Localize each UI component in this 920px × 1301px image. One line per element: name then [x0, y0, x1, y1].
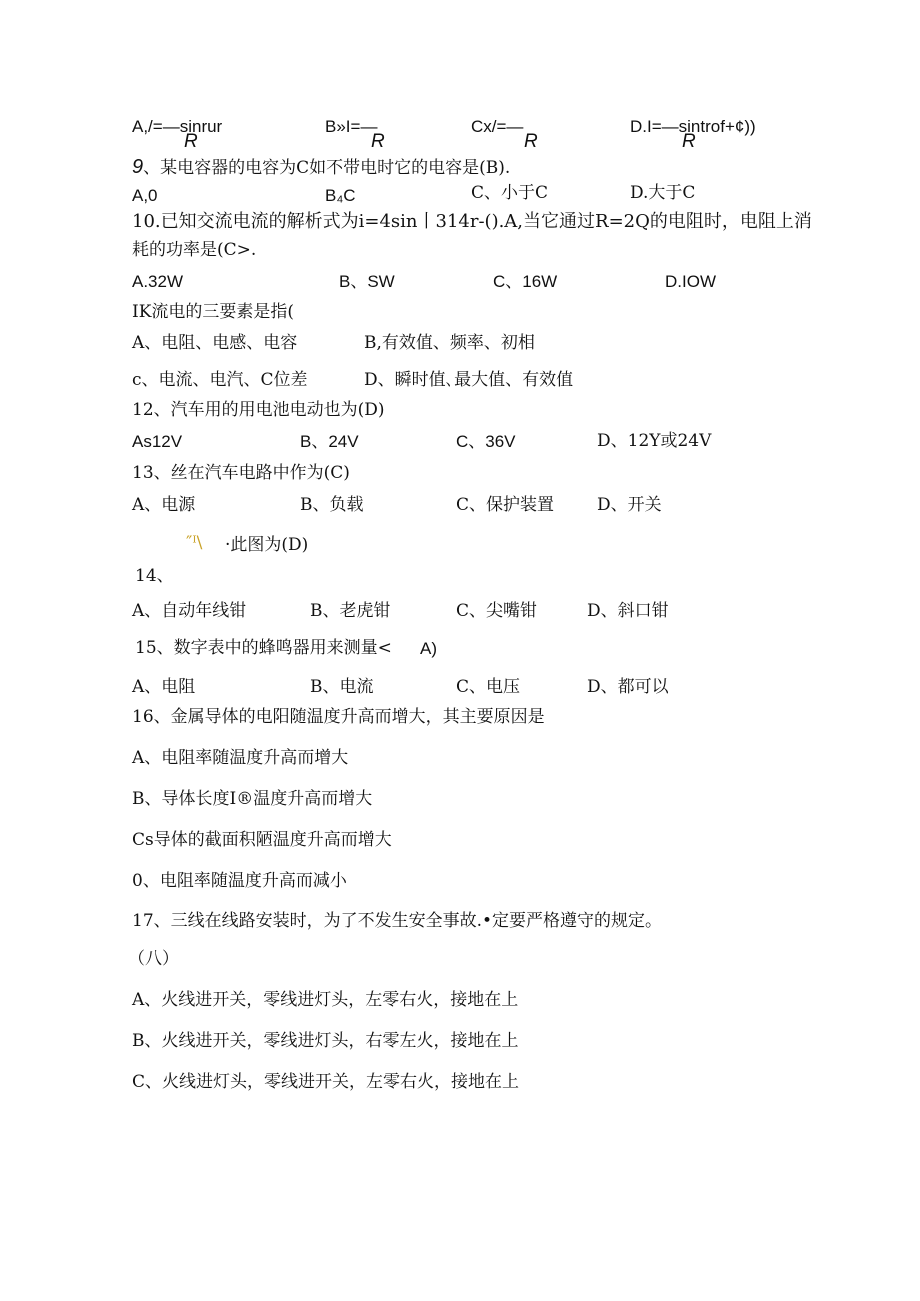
- q11-option-a: A、电阻、电感、电容: [132, 333, 298, 353]
- q8-option-d: D.I=—sintrof+¢)): [630, 117, 756, 136]
- q9-option-d: D.大于C: [630, 183, 696, 203]
- q15-answer: A): [420, 639, 437, 658]
- q16-stem: 16、金属导体的电阳随温度升高而增大，其主要原因是: [132, 707, 545, 727]
- q14-stem: ·此图为(D): [225, 535, 309, 555]
- q10-option-c: C、16W: [493, 272, 558, 291]
- q12-option-b: B、24V: [300, 432, 359, 451]
- q13-option-d: D、开关: [597, 495, 662, 515]
- q8-option-d-denominator: R: [682, 131, 696, 152]
- q11-stem: IK流电的三要素是指(: [132, 302, 295, 322]
- q12-option-d: D、12Y或24V: [597, 431, 712, 451]
- q14-option-d: D、斜口钳: [587, 601, 669, 621]
- q9-text: 、某电容器的电容为C如不带电时它的电容是(B).: [143, 158, 511, 178]
- q8-option-a: A,/=—sinrur: [132, 117, 223, 136]
- q15-option-a: A、电阻: [132, 677, 196, 697]
- q13-option-c: C、保护装置: [456, 495, 555, 515]
- q10-stem-line2: 耗的功率是(C>.: [132, 240, 257, 260]
- q11-option-b: B,有效值、频率、初相: [364, 333, 535, 353]
- q14-option-c: C、尖嘴钳: [456, 601, 538, 621]
- q13-option-a: A、电源: [132, 495, 196, 515]
- q15-stem: 15、数字表中的蜂鸣器用来测量<: [135, 638, 392, 658]
- q17-option-c: C、火线进灯头，零线进开关，左零右火，接地在上: [132, 1072, 520, 1092]
- q9-option-c: C、小于C: [471, 183, 549, 203]
- q17-option-b: B、火线进开关，零线进灯头，右零左火，接地在上: [132, 1031, 519, 1051]
- q16-option-b: B、导体长度I®温度升高而增大: [132, 789, 373, 809]
- q15-option-b: B、电流: [310, 677, 374, 697]
- q17-stem: 17、三线在线路安装时，为了不发生安全事故.•定要严格遵守的规定。: [132, 911, 663, 931]
- q8-option-c-denominator: R: [524, 131, 538, 152]
- q12-stem: 12、汽车用的用电池电动也为(D): [132, 400, 385, 420]
- q8-option-c: Cx/=—: [471, 117, 524, 136]
- q11-option-d: D、瞬时值､最大值、有效值: [364, 370, 574, 390]
- q9-option-a: A,0: [132, 186, 158, 205]
- q17-answer: （八）: [128, 949, 179, 969]
- q12-option-c: C、36V: [456, 432, 516, 451]
- q8-option-b: B»I=—: [325, 117, 378, 136]
- q15-option-c: C、电压: [456, 677, 521, 697]
- q17-option-a: A、火线进开关，零线进灯头，左零右火，接地在上: [132, 990, 519, 1010]
- q14-option-b: B、老虎钳: [310, 601, 391, 621]
- q10-stem-line1: 10.已知交流电流的解析式为i=4sin丨314r-().A,当它通过R=2Q的电阻时，电阻上消: [132, 211, 812, 232]
- q10-option-b: B、SW: [339, 272, 395, 291]
- q11-option-c: c、电流、电汽、C位差: [132, 370, 308, 390]
- q15-option-d: D、都可以: [587, 677, 669, 697]
- q16-option-d: 0、电阻率随温度升高而减小: [132, 871, 347, 891]
- q16-option-a: A、电阻率随温度升高而增大: [132, 748, 349, 768]
- q10-option-d: D.IOW: [665, 272, 716, 291]
- q9-number: 9: [132, 156, 144, 178]
- q8-option-a-denominator: R: [184, 131, 198, 152]
- q16-option-c: Cs导体的截面积陋温度升高而增大: [132, 830, 392, 850]
- q10-option-a: A.32W: [132, 272, 184, 291]
- q9-option-b: B₄C: [325, 186, 356, 205]
- q13-stem: 13、丝在汽车电路中作为(C): [132, 463, 350, 483]
- q13-option-b: B、负载: [300, 495, 364, 515]
- q14-number: 14、: [135, 566, 174, 586]
- pliers-image-fragment: ″ᴵ\: [186, 533, 203, 553]
- q9-stem: [132, 157, 510, 177]
- q8-option-b-denominator: R: [371, 131, 385, 152]
- q14-option-a: A、自动年线钳: [132, 601, 247, 621]
- q12-option-a: As12V: [132, 432, 183, 451]
